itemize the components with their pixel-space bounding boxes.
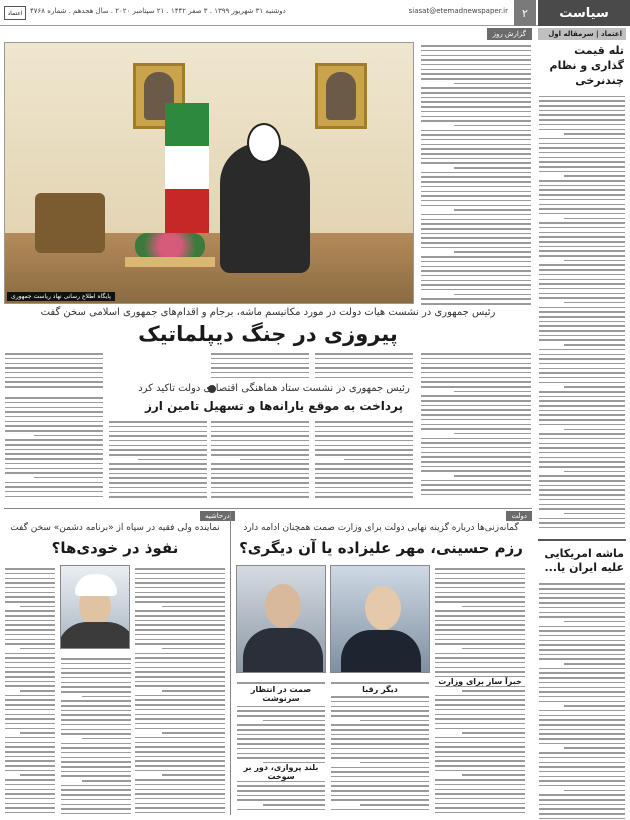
vertical-rule [230,511,231,815]
bottom-section [4,508,532,816]
editorial-headline: تله قیمت گذاری و نظام چندنرخی [549,44,624,87]
newspaper-logo: اعتماد [4,6,26,20]
section-title: سیاست [538,0,630,26]
bottom-right-tag: دولت [506,511,532,521]
main-headline: پیروزی در جنگ دیپلماتیک [138,322,398,346]
section-email: siasat@etemadnewspaper.ir [408,7,508,15]
subhead-2: دیگر رقبا [330,685,430,694]
chair [35,193,105,253]
editorial-body [538,93,626,533]
portrait-frame-right [315,63,367,129]
main-story-tag: گزارش روز [487,28,532,40]
candidate-photo-2 [330,565,430,673]
sub-kicker: رئیس جمهوری در نشست ستاد هماهنگی اقتصادی دولت تاکید کرد [138,383,410,394]
main-kicker: رئیس جمهوری در نشست هیات دولت در مورد مکانیسم ماشه، برجام و اقدام‌های جمهوری اسلامی سخن گفت [40,307,496,318]
bottom-left-kicker: نماینده ولی فقیه در سپاه از «برنامه دشمن» سخن گفت [10,523,220,533]
page-number: ۲ [514,0,536,26]
main-body-col-3b [210,418,310,498]
br-col-2 [330,679,430,815]
bottom-left-tag: درحاشیه [200,511,235,521]
cleric-photo [60,565,130,649]
bottom-right-headline: رزم حسینی، مهر علیزاده یا آن دیگری؟ [239,539,523,557]
bottom-right-kicker: گمانه‌زنی‌ها درباره گزینه نهایی دولت برای وزارت صمت همچنان ادامه دارد [243,523,519,533]
editorial-column [538,28,626,816]
br-col-1 [434,565,526,815]
bl-col-1 [4,565,56,815]
editorial-kicker: اعتماد | سرمقاله اول [538,28,626,40]
flowers [135,233,205,259]
person-head [247,123,281,163]
flag [165,103,209,233]
main-story-body-lead [420,42,532,307]
masthead-bar [0,0,630,26]
sub-headline: پرداخت به موقع یارانه‌ها و تسهیل تامین ارز [144,399,404,413]
main-body-col-2b [314,418,414,498]
photo-credit: پایگاه اطلاع رسانی نهاد ریاست جمهوری [7,292,115,301]
subhead-1: صمت در انتظار سرنوشت [236,685,326,703]
main-body-col-4b [108,418,208,498]
main-body-col-2a [314,350,414,380]
candidate-photo-1 [236,565,326,673]
main-body-col-5 [4,394,104,498]
bottom-left-headline: نفوذ در خودی‌ها؟ [51,539,179,557]
second-body [538,580,626,820]
main-body-col-4a [4,350,104,390]
main-story [4,28,532,498]
bl-col-3 [60,655,132,815]
subhead-4: بلند پروازی، دور بر سوخت [236,763,326,781]
dateline: دوشنبه ۳۱ شهریور ۱۳۹۹ . ۳ صفر ۱۴۴۲ . ۲۱ سپتامبر ۲۰۲۰ . سال هجدهم . شماره ۴۷۶۸ [30,7,286,15]
second-headline: ماشه امریکایی علیه ایران یا... [544,546,624,575]
column-divider [538,539,626,541]
lead-photo [4,42,414,304]
main-body-col-1 [420,350,532,498]
main-body-col-3a [210,350,310,380]
side-table [125,257,215,267]
bl-col-2 [134,565,226,815]
subhead-3: خبرآ ساز برای وزارت [434,677,526,686]
